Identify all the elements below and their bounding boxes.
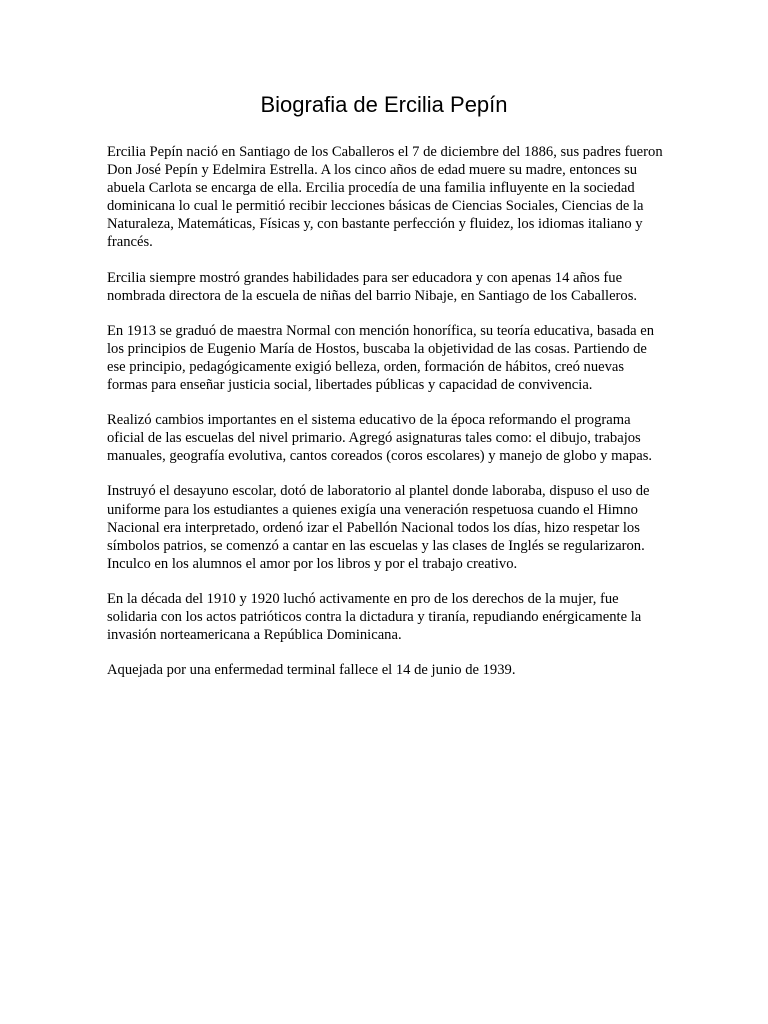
- paragraph-womens-rights: En la década del 1910 y 1920 luchó activamente en pro de los derechos de la mujer, fue solidaria con los actos patrióticos contra la dictadura y tiranía, repudiando enérgicamente la invasión norteamericana a República Dominicana.: [107, 590, 642, 644]
- document-title: Biografia de Ercilia Pepín: [260, 92, 508, 117]
- paragraph-birth-family: Ercilia Pepín nació en Santiago de los Caballeros el 7 de diciembre del 1886, sus padres fueron Don José Pepín y Edelmira Estrella. A los cinco años de edad muere su madre, entonces su abuela Carlota se encarga de ella. Ercilia procedía de una familia influyente en la sociedad dominicana lo cual le permitió recibir lecciones básicas de Ciencias Sociales, Ciencias de la Naturaleza, Matemáticas, Físicas y, con bastante perfección y fluidez, los idiomas italiano y francés.: [107, 144, 663, 251]
- paragraph-educator-director: Ercilia siempre mostró grandes habilidades para ser educadora y con apenas 14 años fue nombrada directora de la escuela de niñas del barrio Nibaje, en Santiago de los Caballeros.: [107, 269, 638, 304]
- document-body: [107, 143, 663, 696]
- paragraph-educational-reforms: Realizó cambios importantes en el sistema educativo de la época reformando el programa oficial de las escuelas del nivel primario. Agregó asignaturas tales como: el dibujo, trabajos manuales, geografía evolutiva, cantos coreados (coros escolares) y manejo de globo y mapas.: [107, 412, 653, 465]
- paragraph-graduation-theory: En 1913 se graduó de maestra Normal con mención honorífica, su teoría educativa, basada en los principios de Eugenio María de Hostos, buscaba la objetividad de las cosas. Partiendo de ese principio, pedagógicamente exigió belleza, orden, formación de hábitos, creó nuevas formas para enseñar justicia social, libertades públicas y capacidad de convivencia.: [107, 322, 655, 394]
- paragraph-death: Aquejada por una enfermedad terminal fallece el 14 de junio de 1939.: [107, 662, 516, 679]
- paragraph-school-initiatives: Instruyó el desayuno escolar, dotó de laboratorio al plantel donde laboraba, dispuso el uso de uniforme para los estudiantes a quienes exigía una veneración respetuosa cuando el Himno Nacional era interpretado, ordenó izar el Pabellón Nacional todos los días, hizo respetar los símbolos patrios, se comenzó a cantar en las escuelas y las clases de Inglés se regularizaron. Inculco en los alumnos el amor por los libros y por el trabajo creativo.: [107, 483, 650, 572]
